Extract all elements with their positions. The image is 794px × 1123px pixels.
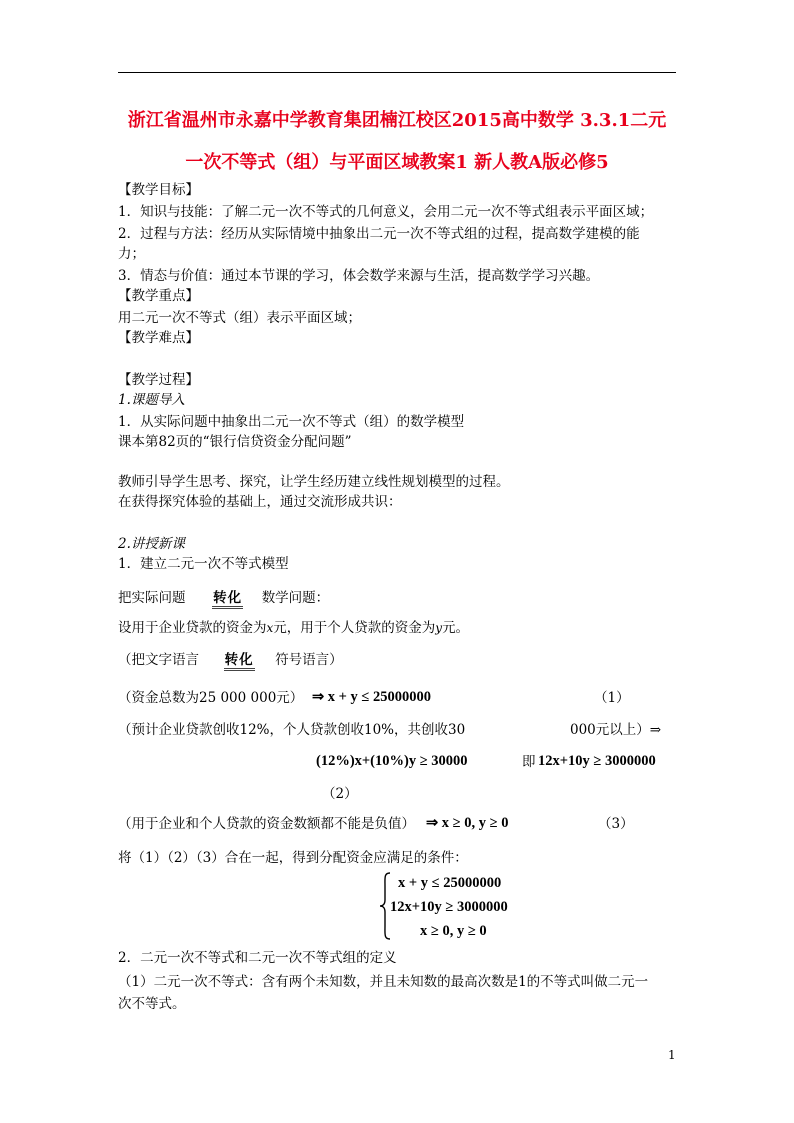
inequality-1: ⇒ x + y ≤ 25000000 — [312, 689, 431, 705]
section-key-points: 【教学重点】 — [118, 288, 199, 304]
convert-arrow-word-2: 转化 — [224, 652, 255, 671]
inequality-2a: (12%)x+(10%)y ≥ 30000 — [316, 753, 468, 769]
textbook-reference: 课本第82页的“银行信贷资金分配问题” — [118, 434, 352, 450]
teacher-guidance: 教师引导学生思考、探究，让学生经历建立线性规划模型的过程。 — [118, 474, 510, 490]
eq-number-3: （3） — [598, 816, 634, 832]
combine-line: 将（1）（2）（3）合在一起，得到分配资金应满足的条件： — [118, 850, 468, 866]
var-x: x — [266, 621, 274, 635]
convert-text-c: （把文字语言 — [118, 652, 199, 668]
condition-income: （预计企业贷款创收12%，个人贷款创收10%，共创收30 — [118, 722, 466, 738]
step-intro-1: 1．从实际问题中抽象出二元一次不等式（组）的数学模型 — [118, 414, 465, 430]
condition-income-cont: 000元以上）⇒ — [570, 722, 662, 738]
condition-total: （资金总数为25 000 000元） — [118, 690, 304, 706]
var-y: y — [435, 621, 443, 635]
convert-arrow-word: 转化 — [212, 590, 243, 609]
definition-1-cont: 次不等式。 — [118, 996, 186, 1012]
section-difficulties: 【教学难点】 — [118, 330, 199, 346]
objective-3: 3．情态与价值：通过本节课的学习，体会数学来源与生活，提高数学学习兴趣。 — [118, 268, 600, 284]
variable-definition: 设用于企业贷款的资金为x元，用于个人贷款的资金为y元。 — [118, 620, 470, 636]
title-line-1: 浙江省温州市永嘉中学教育集团楠江校区2015高中数学 3.3.1二元 — [127, 110, 667, 131]
system-row-2: 12x+10y ≥ 3000000 — [390, 899, 508, 915]
definition-1: （1）二元一次不等式：含有两个未知数，并且未知数的最高次数是1的不等式叫做二元一 — [118, 974, 649, 990]
objective-2: 2．过程与方法：经历从实际情境中抽象出二元一次不等式组的过程，提高数学建模的能 — [118, 226, 640, 242]
condition-nonneg: （用于企业和个人贷款的资金数额都不能是负值） — [118, 816, 415, 832]
step-intro: 1.课题导入 — [118, 392, 185, 408]
step-new-lesson: 2.讲授新课 — [118, 536, 185, 552]
objective-1: 1．知识与技能：了解二元一次不等式的几何意义，会用二元一次不等式组表示平面区域； — [118, 204, 654, 220]
key-point: 用二元一次不等式（组）表示平面区域； — [118, 310, 361, 326]
system-row-3: x ≥ 0, y ≥ 0 — [420, 923, 487, 939]
convert-line-2 — [118, 648, 343, 668]
convert-text-a: 把实际问题 — [118, 590, 186, 606]
eq-number-2: （2） — [322, 786, 358, 802]
convert-text-b: 数学问题： — [261, 590, 330, 606]
section-process: 【教学过程】 — [118, 372, 199, 388]
objective-2-cont: 力； — [118, 246, 145, 262]
inequality-3: ⇒ x ≥ 0, y ≥ 0 — [426, 815, 509, 831]
eq-number-1: （1） — [594, 690, 630, 706]
page-number: 1 — [668, 1048, 676, 1062]
definition-heading: 2．二元一次不等式和二元一次不等式组的定义 — [118, 950, 397, 966]
that-is: 即 — [522, 754, 536, 770]
convert-line-1 — [118, 586, 329, 606]
title-line-2: 一次不等式（组）与平面区域教案1 新人教A版必修5 — [185, 152, 609, 173]
section-objectives: 【教学目标】 — [118, 182, 199, 198]
header-rule — [118, 72, 676, 73]
convert-text-d: 符号语言） — [275, 652, 343, 668]
step-model: 1．建立二元一次不等式模型 — [118, 556, 289, 572]
inequality-2b: 12x+10y ≥ 3000000 — [538, 753, 656, 769]
system-row-1: x + y ≤ 25000000 — [398, 875, 502, 891]
consensus-line: 在获得探究体验的基础上，通过交流形成共识： — [118, 494, 402, 510]
